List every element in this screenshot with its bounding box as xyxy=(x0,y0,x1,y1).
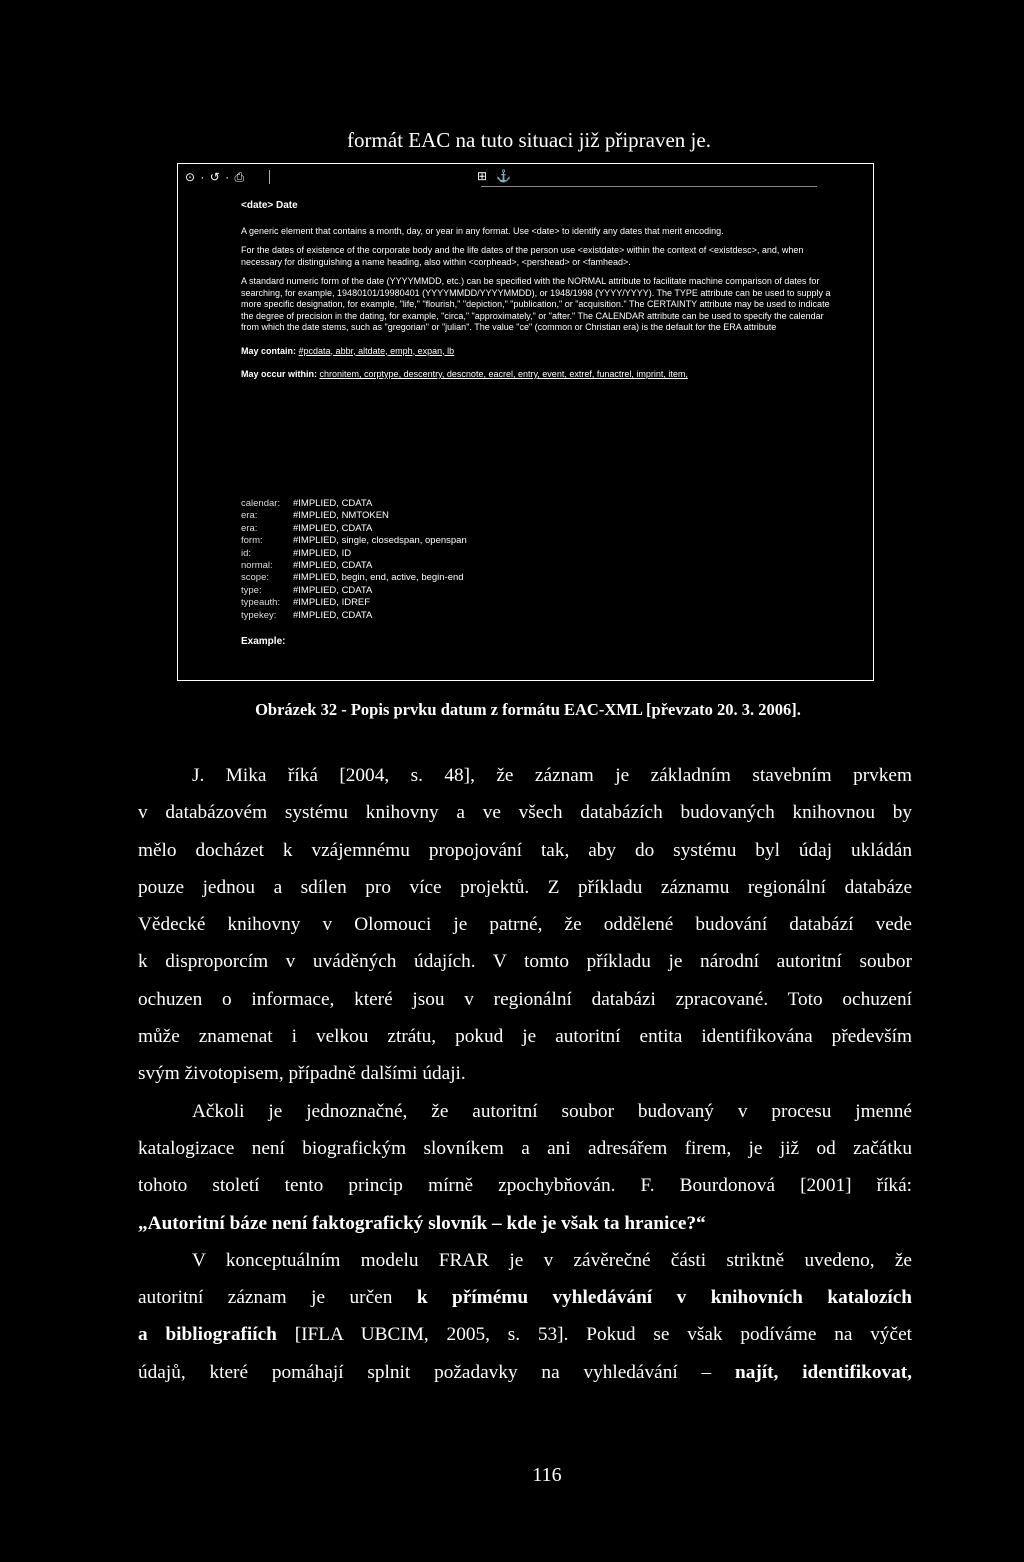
text-line: Vědecké knihovny v Olomouci je patrné, že oddělené budování databází vede xyxy=(138,914,912,936)
attribute-value: #IMPLIED, single, closedspan, openspan xyxy=(293,535,467,547)
attribute-name[interactable]: form: xyxy=(241,535,263,547)
page-number: 116 xyxy=(532,1464,562,1486)
text-line: tohoto století tento princip mírně zpochybňován. F. Bourdonová [2001] říká: xyxy=(138,1175,912,1197)
attribute-name[interactable]: era: xyxy=(241,522,258,534)
attribute-value: #IMPLIED, IDREF xyxy=(293,597,371,609)
may-contain-label: May contain: xyxy=(241,345,297,356)
text-line: může znamenat i velkou ztrátu, pokud je autoritní entita identifikována především xyxy=(138,1026,912,1048)
text-line: V konceptuálním modelu FRAR je v závěrečné části striktně uvedeno, že xyxy=(192,1249,912,1271)
attribute-name[interactable]: calendar: xyxy=(241,498,281,509)
attribute-value: #IMPLIED, CDATA xyxy=(293,560,373,572)
may-occur-label: May occur within: xyxy=(241,369,318,379)
attribute-value: #IMPLIED, CDATA xyxy=(293,522,373,534)
body-text xyxy=(138,757,912,1391)
example-label: Example: xyxy=(241,636,286,647)
paragraph-3 xyxy=(138,1242,912,1391)
attribute-row xyxy=(241,560,467,572)
attribute-row xyxy=(241,498,467,510)
attribute-name[interactable]: typeauth: xyxy=(241,597,281,609)
text-line: mělo docházet k vzájemnému propojování tak, aby do systému byl údaj ukládán xyxy=(138,839,912,861)
bold-segment: najít, identifikovat, xyxy=(734,1361,912,1383)
attribute-name[interactable]: scope: xyxy=(241,572,269,584)
bold-segment: a bibliografiích xyxy=(138,1324,277,1346)
element-title: <date> Date xyxy=(241,200,298,211)
attribute-row xyxy=(241,597,467,609)
attribute-list xyxy=(241,498,467,622)
may-occur-within xyxy=(241,369,841,381)
bold-segment: k přímému vyhledávání v knihovních katalozích xyxy=(416,1287,912,1309)
navigation-icons[interactable]: ⊙ · ↺ · ⎙ xyxy=(185,170,246,184)
text-line: k disproporcím v uváděných údajích. V tomto příkladu je národní autoritní soubor xyxy=(138,951,912,973)
attribute-name[interactable]: normal: xyxy=(241,560,273,572)
text-segment: [IFLA UBCIM, 2005, s. 53]. Pokud se však podíváme na výčet xyxy=(276,1324,912,1346)
attribute-row xyxy=(241,610,467,622)
element-description xyxy=(241,200,841,381)
figure-caption: Obrázek 32 - Popis prvku datum z formátu EAC-XML [převzato 20. 3. 2006]. xyxy=(255,700,801,719)
attribute-value: #IMPLIED, CDATA xyxy=(293,584,373,596)
text-line: Ačkoli je jednoznačné, že autoritní soubor budovaný v procesu jmenné xyxy=(192,1100,912,1122)
attribute-row xyxy=(241,523,467,535)
attribute-row xyxy=(241,548,467,560)
attribute-row xyxy=(241,535,467,547)
paragraph-1 xyxy=(138,757,912,1093)
embedded-screenshot xyxy=(177,163,874,681)
attribute-value: #IMPLIED, ID xyxy=(293,547,352,559)
text-line xyxy=(138,1316,912,1353)
toolbar-divider xyxy=(269,170,270,184)
text-line xyxy=(138,1279,912,1316)
text-line: pouze jednou a sdílen pro více projektů. Z příkladu záznamu regionální databáze xyxy=(138,876,912,898)
description-paragraph: For the dates of existence of the corporate body and the life dates of the person use <existdate> within the context of <existdesc>, and, when necessary for distinguishing a name heading, also within <corphead>, <pershead> or <famhead>. xyxy=(241,245,804,267)
attribute-value: #IMPLIED, CDATA xyxy=(293,498,373,509)
text-line: J. Mika říká [2004, s. 48], že záznam je základním stavebním prvkem xyxy=(192,765,912,786)
attribute-value: #IMPLIED, CDATA xyxy=(293,609,373,621)
attribute-row xyxy=(241,585,467,597)
attribute-name[interactable]: typekey: xyxy=(241,609,277,621)
attribute-name[interactable]: era: xyxy=(241,510,258,522)
attribute-value: #IMPLIED, begin, end, active, begin-end xyxy=(293,572,464,584)
browser-toolbar xyxy=(181,168,871,188)
toolbar-right-icons[interactable]: ⊞ ⚓ xyxy=(477,169,515,183)
attribute-value: #IMPLIED, NMTOKEN xyxy=(293,510,389,522)
intro-line: formát EAC na tuto situaci již připraven je. xyxy=(347,128,711,152)
description-paragraph: A generic element that contains a month, day, or year in any format. Use <date> to identify any dates that merit encoding. xyxy=(241,225,724,236)
text-segment: údajů, které pomáhají splnit požadavky na vyhledávání – xyxy=(138,1361,735,1383)
text-line: katalogizace není biografickým slovníkem a ani adresářem firem, je již od začátku xyxy=(138,1137,912,1159)
text-segment: autoritní záznam je určen xyxy=(138,1287,417,1309)
text-line: ochuzen o informace, které jsou v regionální databázi zpracované. Toto ochuzení xyxy=(138,988,912,1010)
text-line: svým životopisem, případně dalšími údaji. xyxy=(138,1063,466,1085)
may-contain-links[interactable]: #pcdata, abbr, altdate, emph, expan, lb xyxy=(298,345,455,356)
description-paragraph: A standard numeric form of the date (YYYYMMDD, etc.) can be specified with the NORMAL attribute to facilitate machine comparison of dates for searching, for example, 19480101/19980401 (YYYYMMDD/YYYYMMDD), or 1948/1998 (YYYY/YYYY). The TYPE attribute can be used to supply a more specific designation, for example, "life," "flourish," "depiction," "publication," or "acquisition." The CERTAINTY attribute may be used to indicate the degree of precision in the dating, for example, "circa," "approximately," or "after." The CALENDAR attribute can be used to specify the calendar from which the date stems, such as "gregorian" or "julian". The value "ce" (common or Christian era) is the default for the ERA attribute xyxy=(241,276,831,332)
toolbar-underline xyxy=(481,186,817,187)
attribute-name[interactable]: type: xyxy=(241,584,262,596)
text-line xyxy=(138,1354,912,1391)
quote-line: „Autoritní báze není faktografický slovník – kde je však ta hranice?“ xyxy=(138,1212,706,1234)
text-line: v databázovém systému knihovny a ve všech databázích budovaných knihovnou by xyxy=(138,802,912,824)
may-contain xyxy=(241,346,841,358)
may-occur-links[interactable]: chronitem, corptype, descentry, descnote, eacrel, entry, event, extref, funactrel, imprint, item, xyxy=(319,369,688,379)
attribute-row xyxy=(241,572,467,584)
attribute-name[interactable]: id: xyxy=(241,547,252,559)
attribute-row xyxy=(241,510,467,522)
paragraph-2 xyxy=(138,1093,912,1242)
